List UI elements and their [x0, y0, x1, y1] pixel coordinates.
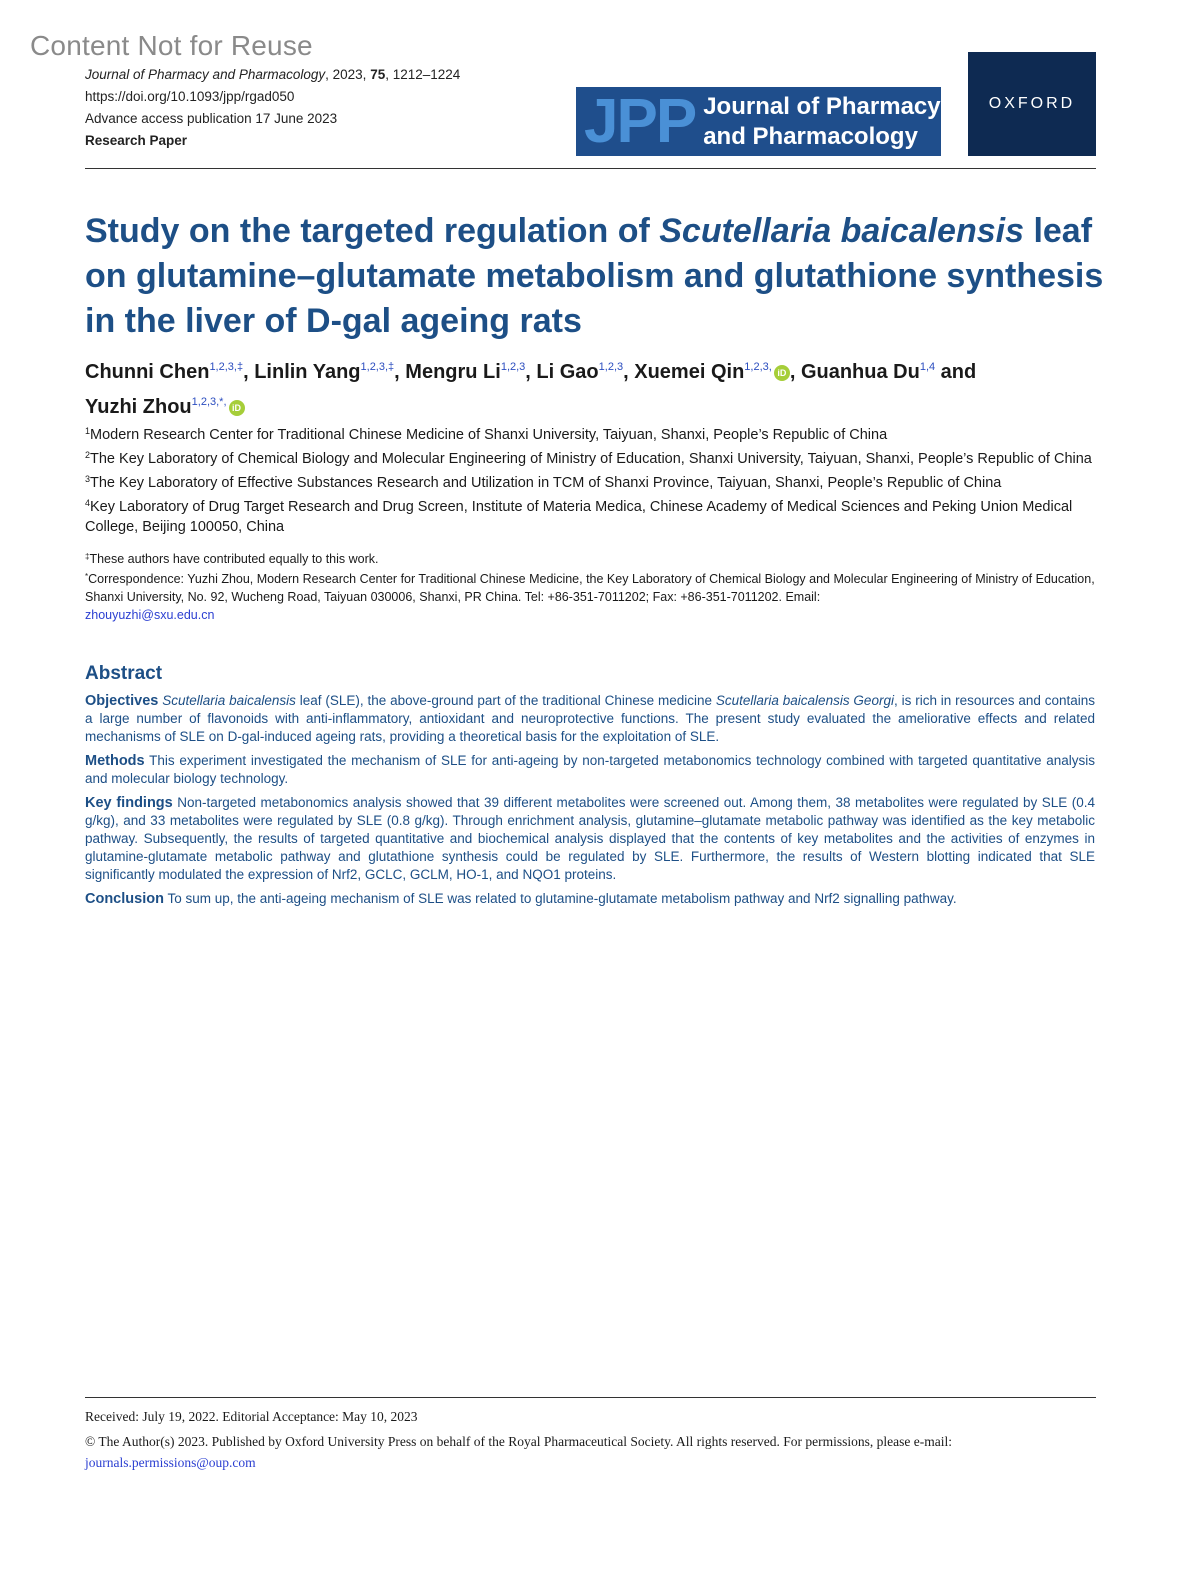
journal-citation — [85, 64, 460, 86]
author-affil-sup: 1,2,3 — [598, 361, 624, 373]
title-part1: Study on the targeted regulation of — [85, 212, 660, 250]
author-separator: , — [394, 361, 406, 383]
affiliation-number: 1 — [85, 426, 91, 436]
title-part2: leaf on glutamine–glutamate metabolism and glutathione synthesis in the liver of D-gal ageing rats — [85, 212, 1104, 340]
author-name: Li Gao — [536, 361, 599, 383]
author-separator: , — [243, 361, 255, 383]
affiliation-text: Key Laboratory of Drug Target Research and Drug Screen, Institute of Materia Medica, Chinese Academy of Medical Sciences and Peking Union Medical College, Beijing 100050, China — [85, 499, 1073, 535]
received-dates: Received: July 19, 2022. Editorial Acceptance: May 10, 2023 — [85, 1409, 418, 1424]
oxford-logo: OXFORD — [968, 52, 1096, 156]
copyright-notice — [85, 1431, 1096, 1473]
author-notes — [85, 548, 1100, 624]
jpp-logo-name-line2: and Pharmacology — [703, 122, 918, 150]
author-affil-sup: 1,4 — [919, 361, 936, 373]
header-divider — [85, 168, 1096, 169]
author-name: Linlin Yang — [254, 361, 361, 383]
orcid-icon[interactable]: iD — [774, 365, 790, 381]
jpp-logo-letters: JPP — [584, 87, 696, 156]
author — [634, 361, 790, 383]
title-species: Scutellaria baicalensis — [659, 212, 1024, 250]
methods-label: Methods — [85, 753, 145, 769]
journal-pages: , 1212–1224 — [385, 67, 461, 82]
objectives-label: Objectives — [85, 693, 159, 709]
jpp-logo-name-line1: Journal of Pharmacy — [703, 92, 941, 120]
correspondence-email-link[interactable]: zhouyuzhi@sxu.edu.cn — [85, 608, 215, 622]
objectives-species-1: Scutellaria baicalensis — [162, 693, 296, 708]
correspondence-mark: * — [85, 572, 89, 581]
abstract-body — [85, 692, 1095, 914]
findings-text: Non-targeted metabonomics analysis showed that 39 different metabolites were screened out. Among them, 38 metabolites were regulated by SLE (0.4 g/kg), and 33 metabolites were regulated by SLE (0.8 g/kg). Through enrichment analysis, glutamine–glutamate metabolic pathway was identified as the key metabolic pathway. Subsequently, the results of targeted quantitative and biochemical analysis displayed that the contents of key metabolites and the activities of enzymes in glutamine-glutamate metabolic pathway and glutathione synthesis could be regulated by SLE. Furthermore, the results of Western blotting indicated that SLE significantly modulated the expression of Nrf2, GCLC, GCLM, HO-1, and NQO1 proteins. — [85, 795, 1095, 882]
affiliation — [85, 493, 1100, 537]
jpp-logo-name — [703, 92, 940, 152]
author-name: Yuzhi Zhou — [85, 396, 192, 418]
affiliation-list — [85, 421, 1100, 537]
affiliation-text: The Key Laboratory of Chemical Biology and Molecular Engineering of Ministry of Education, Shanxi University, Taiyuan, Shanxi, People’s Republic of China — [90, 451, 1092, 467]
author — [85, 396, 245, 418]
jpp-logo — [576, 87, 941, 156]
objectives-text-1: leaf (SLE), the above-ground part of the traditional Chinese medicine — [295, 693, 716, 708]
author-affil-sup: 1,2,3 — [500, 361, 526, 373]
author — [85, 361, 243, 383]
objectives-species-2: Scutellaria baicalensis Georgi — [715, 693, 894, 708]
author-separator: , — [789, 361, 801, 383]
journal-volume: 75 — [370, 67, 386, 82]
affiliation-number: 2 — [85, 450, 91, 460]
article-title — [85, 209, 1105, 344]
abstract-objectives — [85, 692, 1095, 746]
objectives-text-2: , is rich in resources and contains a large number of flavonoids with anti-inflammatory, antioxidant and neuroprotective functions. The present study evaluated the ameliorative effects and related mechanisms of SLE on D-gal-induced ageing rats, providing a theoretical basis for the exploitation of SLE. — [85, 693, 1095, 744]
affiliation-text: The Key Laboratory of Effective Substances Research and Utilization in TCM of Shanxi Province, Taiyuan, Shanxi, People’s Republic of China — [90, 475, 1002, 491]
author-separator: and — [935, 361, 977, 383]
author — [801, 361, 935, 383]
page-footer — [85, 1406, 1096, 1477]
author-name: Chunni Chen — [85, 361, 210, 383]
permissions-email-link[interactable]: journals.permissions@oup.com — [85, 1455, 256, 1470]
journal-meta — [85, 64, 460, 152]
abstract-heading: Abstract — [85, 663, 163, 684]
author-separator: , — [525, 361, 537, 383]
abstract-key-findings — [85, 794, 1095, 884]
author-affil-sup: 1,2,3,‡ — [209, 361, 244, 373]
author-name: Guanhua Du — [800, 361, 920, 383]
watermark: Content Not for Reuse — [30, 30, 313, 61]
author-list — [85, 352, 1105, 422]
correspondence-note — [85, 568, 1100, 624]
orcid-icon[interactable]: iD — [229, 400, 245, 416]
equal-contribution-note — [85, 548, 1100, 568]
article-type: Research Paper — [85, 133, 188, 148]
affiliation — [85, 421, 1100, 445]
author — [536, 361, 623, 383]
author — [405, 361, 525, 383]
author-name: Mengru Li — [405, 361, 501, 383]
author-name: Xuemei Qin — [634, 361, 745, 383]
abstract-methods — [85, 752, 1095, 788]
affiliation — [85, 469, 1100, 493]
abstract-conclusion — [85, 890, 1095, 908]
affiliation — [85, 445, 1100, 469]
affiliation-number: 4 — [85, 498, 91, 508]
author-affil-sup: 1,2,3, — [744, 361, 772, 373]
author — [254, 361, 394, 383]
findings-label: Key findings — [85, 795, 173, 811]
equal-contribution-mark: ‡ — [85, 552, 90, 561]
doi-link[interactable]: https://doi.org/10.1093/jpp/rgad050 — [85, 89, 295, 104]
author-affil-sup: 1,2,3,*, — [191, 396, 227, 408]
journal-citation-name: Journal of Pharmacy and Pharmacology — [85, 67, 326, 82]
author-separator: , — [623, 361, 635, 383]
affiliation-number: 3 — [85, 474, 91, 484]
methods-text: This experiment investigated the mechanism of SLE for anti-ageing by non-targeted metabonomics technology combined with targeted quantitative analysis and molecular biology technology. — [85, 753, 1095, 786]
affiliation-text: Modern Research Center for Traditional Chinese Medicine of Shanxi University, Taiyuan, Shanxi, People’s Republic of China — [90, 427, 888, 443]
equal-contribution-text: These authors have contributed equally to this work. — [89, 552, 379, 566]
correspondence-text: Correspondence: Yuzhi Zhou, Modern Research Center for Traditional Chinese Medicine, the Key Laboratory of Chemical Biology and Molecular Engineering of Ministry of Education, Shanxi University, No. 92, Wucheng Road, Taiyuan 030006, Shanxi, PR China. Tel: +86-351-7011202; Fax: +86-351-7011202. Email: — [85, 572, 1095, 604]
conclusion-text: To sum up, the anti-ageing mechanism of SLE was related to glutamine-glutamate metabolism pathway and Nrf2 signalling pathway. — [167, 891, 957, 906]
copyright-text: © The Author(s) 2023. Published by Oxford University Press on behalf of the Royal Pharmaceutical Society. All rights reserved. For permissions, please e-mail: — [85, 1434, 952, 1449]
footer-divider — [85, 1397, 1096, 1398]
conclusion-label: Conclusion — [85, 891, 164, 907]
author-affil-sup: 1,2,3,‡ — [360, 361, 395, 373]
journal-citation-year: , 2023, — [325, 67, 371, 82]
advance-access: Advance access publication 17 June 2023 — [85, 111, 338, 126]
